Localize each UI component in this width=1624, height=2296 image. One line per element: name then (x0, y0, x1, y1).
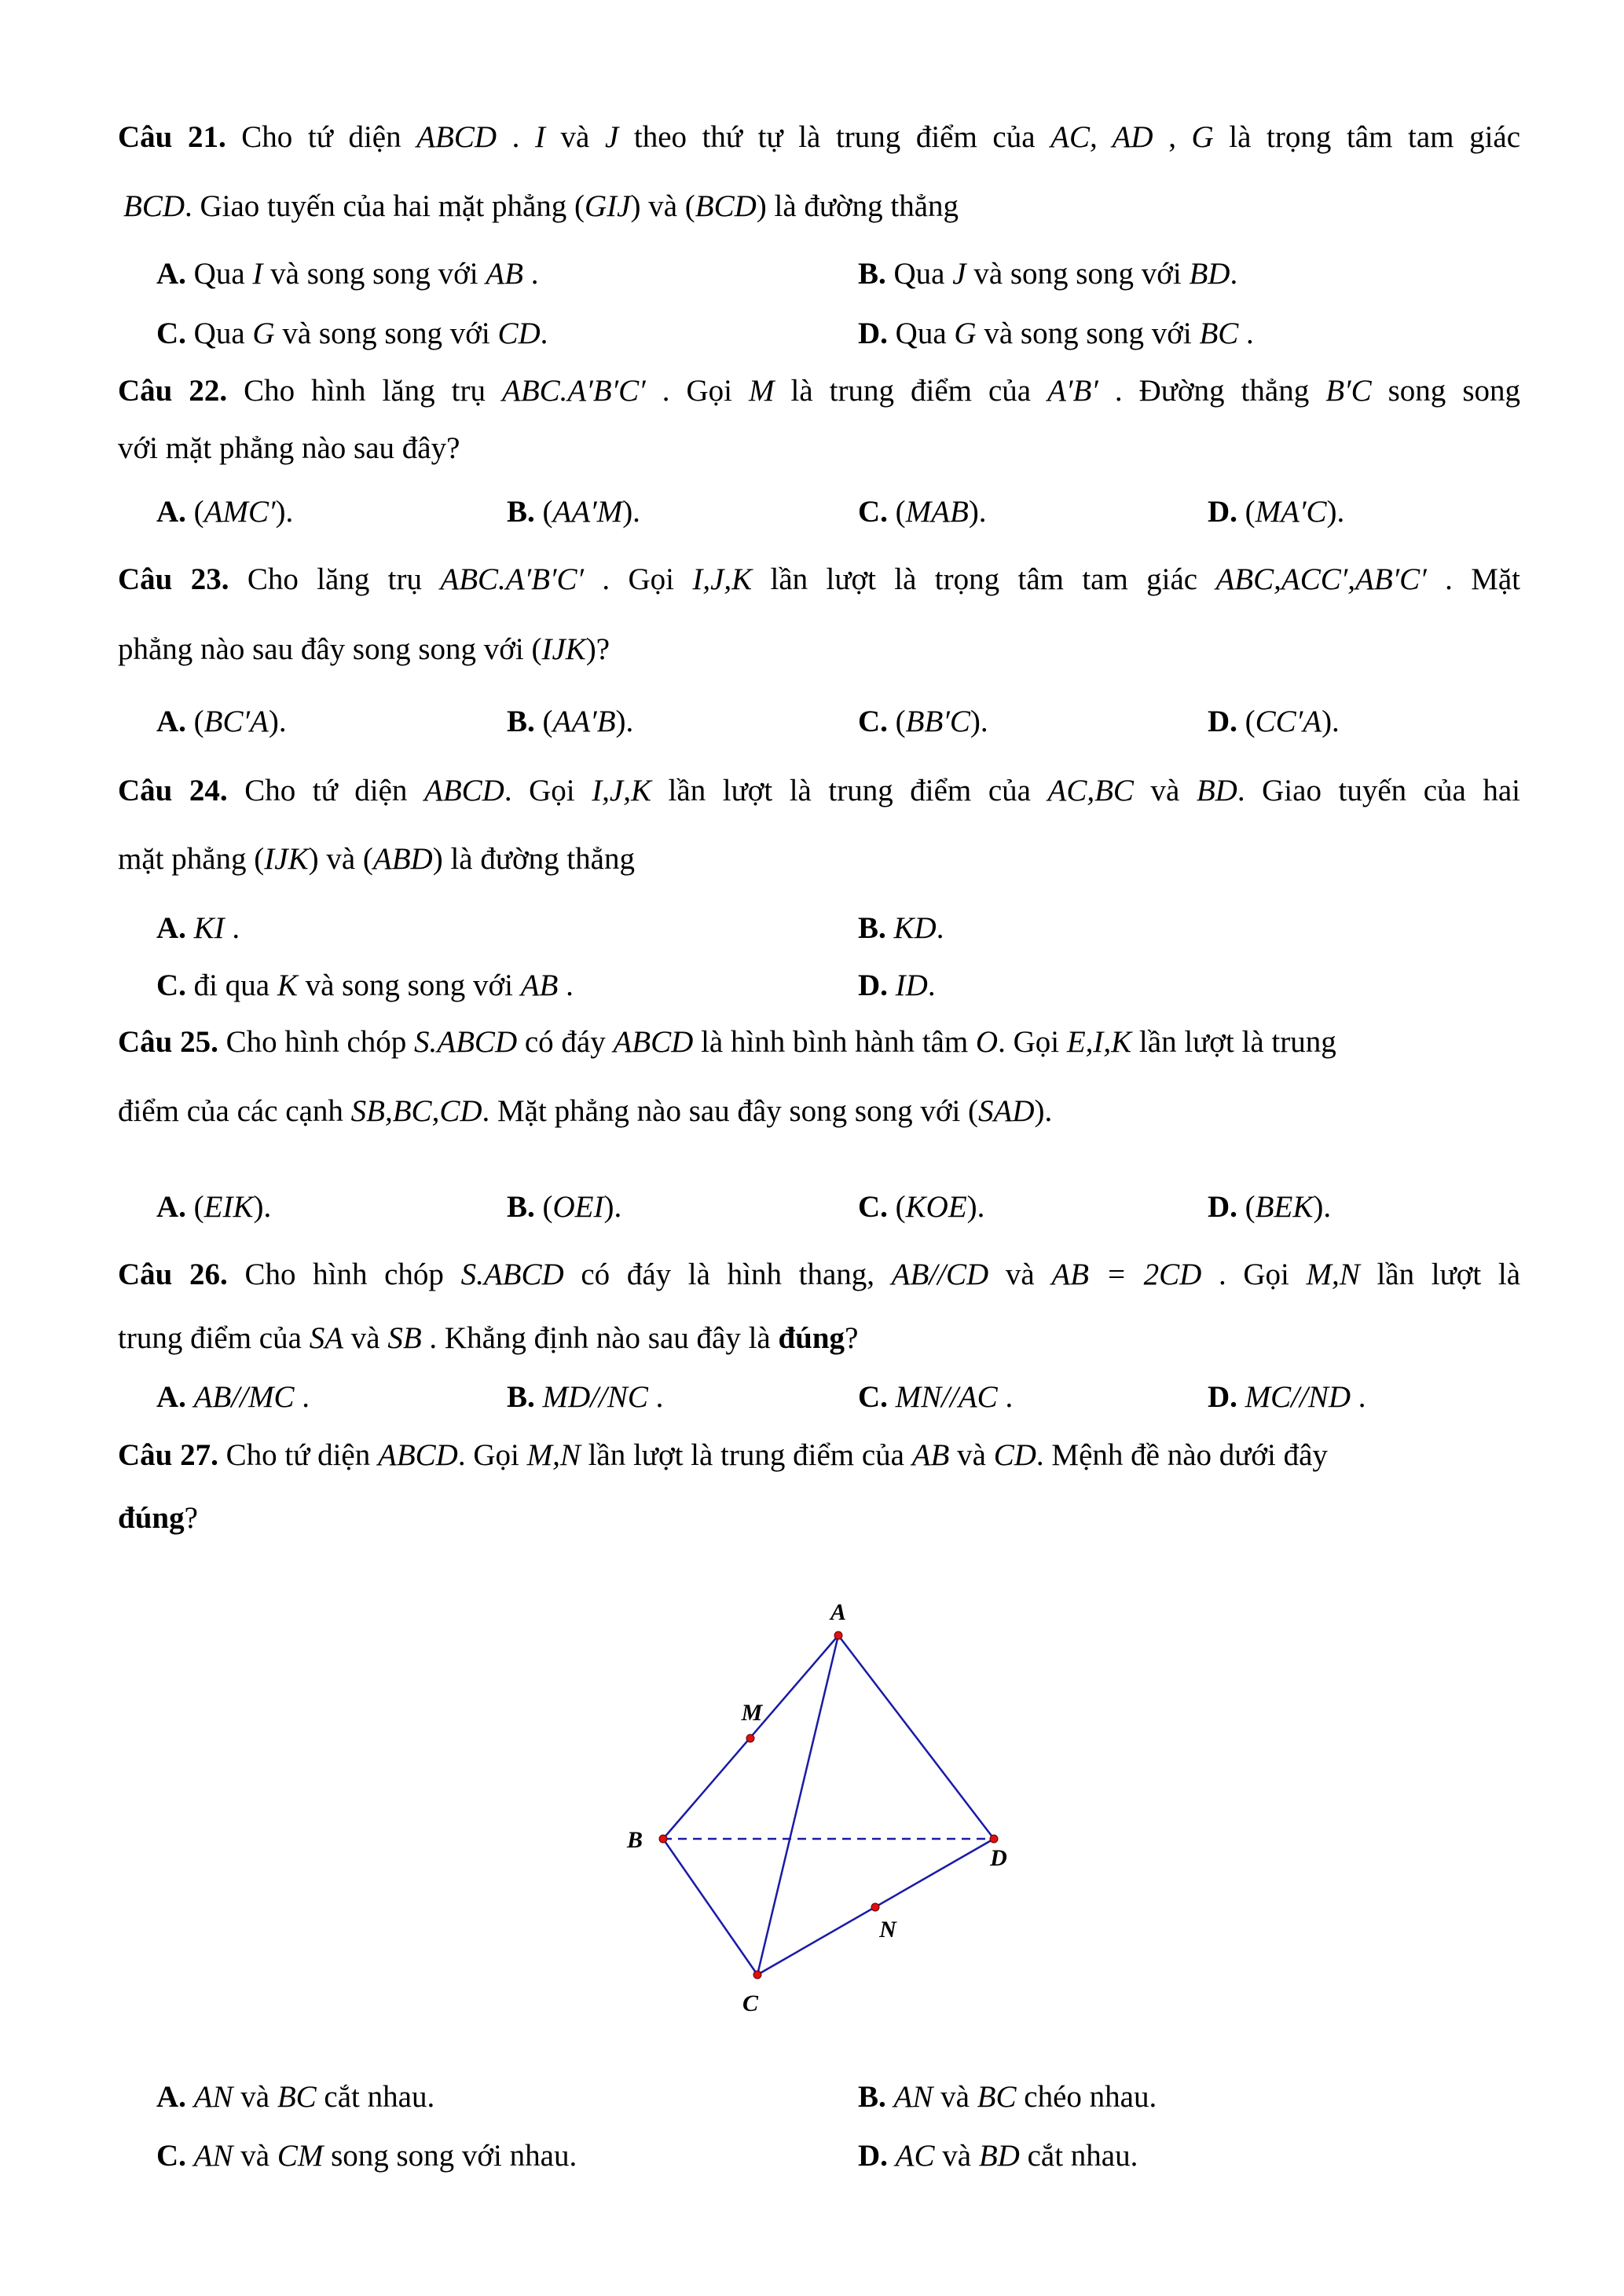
math-text: J (952, 257, 966, 291)
math-text: KD (893, 911, 937, 945)
math-text: BC′A (203, 705, 269, 738)
math-text: ABCD (378, 1438, 458, 1472)
text-run: và (933, 2080, 977, 2114)
text-run: là hình bình hành tâm (693, 1025, 976, 1059)
label-d: D (990, 1845, 1007, 1871)
math-text: A′B′ (1047, 374, 1098, 408)
text-run: Cho hình lăng trụ (227, 374, 503, 408)
text-run: . Gọi (457, 1438, 527, 1472)
option-label: A. (156, 911, 186, 945)
math-text: MC//ND (1245, 1380, 1351, 1414)
text-run: . (294, 1380, 310, 1414)
math-text: AA′M (552, 495, 623, 529)
text-run: . (522, 257, 539, 291)
text-run: . Mặt phẳng nào sau đây song song với ( (482, 1094, 979, 1128)
text-run: . (1351, 1380, 1366, 1414)
math-text: K (277, 969, 298, 1002)
text-run: . Mặt (1426, 562, 1521, 596)
text-run: . (936, 911, 944, 945)
text-run: phẳng nào sau đây song song với ( (118, 632, 542, 666)
text-run: ( (185, 1190, 204, 1224)
text-run: . Mệnh đề nào dưới đây (1036, 1438, 1328, 1472)
math-text: I (252, 257, 263, 291)
math-text: G (1191, 120, 1214, 154)
text-run: Cho tứ diện (218, 1438, 378, 1472)
point-n (871, 1903, 879, 1911)
math-text: AB//MC (193, 1380, 295, 1414)
math-text: KI (193, 911, 225, 945)
math-text: G (954, 317, 977, 350)
math-text: BD (978, 2139, 1020, 2173)
text-run: ). (268, 705, 287, 738)
text-run: lần lượt là trung điểm của (580, 1438, 912, 1472)
option-label: C. (156, 969, 186, 1002)
label-c: C (742, 1990, 759, 2016)
math-text: AA′B (552, 705, 616, 738)
text-run: ? (184, 1501, 198, 1535)
math-text: AB = 2CD (1051, 1258, 1202, 1291)
text-run: ( (887, 495, 906, 529)
text-run: và song song với (976, 317, 1200, 350)
math-text: AN (893, 2080, 933, 2114)
text-run: . (1230, 257, 1238, 291)
text-run: ). (622, 495, 640, 529)
math-text: MAB (905, 495, 969, 529)
text-run: Qua (185, 317, 253, 350)
text-run: . (927, 969, 936, 1002)
text-run: ). (968, 495, 987, 529)
bold-text: Câu 24. (118, 774, 228, 807)
bold-text: Câu 21. (118, 120, 226, 154)
text-run: . (558, 969, 574, 1002)
math-text: BCD (695, 189, 757, 223)
text-run: và (988, 1258, 1052, 1291)
math-text: O (975, 1025, 999, 1059)
option-label: D. (1208, 705, 1237, 738)
math-text: AN (193, 2139, 233, 2173)
option-label: B. (858, 911, 886, 945)
text-run: ? (845, 1321, 859, 1355)
text-run: mặt phẳng ( (118, 842, 265, 876)
text-run: . Gọi (645, 374, 749, 408)
bold-text: Câu 22. (118, 374, 228, 408)
math-text: M,N (526, 1438, 581, 1472)
text-run: ). (615, 705, 634, 738)
label-m: M (741, 1700, 763, 1726)
math-text: IJK (264, 842, 309, 876)
math-text: EIK (203, 1190, 254, 1224)
option-label: D. (858, 969, 888, 1002)
math-text: S.ABCD (414, 1025, 518, 1059)
text-run: . Khẳng định nào sau đây là (421, 1321, 779, 1355)
option-label: B. (507, 1380, 535, 1414)
text-run: ). (603, 1190, 622, 1224)
text-run: Cho hình chóp (227, 1258, 461, 1291)
math-text: I,J,K (692, 562, 753, 596)
text-run: . (224, 911, 240, 945)
text-run: ( (1237, 1190, 1256, 1224)
point-c (753, 1971, 761, 1979)
option-label: D. (1208, 1190, 1237, 1224)
text-run: và (343, 1321, 388, 1355)
text-run: ). (253, 1190, 272, 1224)
text-run: ( (887, 1190, 906, 1224)
edge-ac (757, 1635, 838, 1975)
text-run: cắt nhau. (316, 2080, 435, 2114)
option-label: A. (156, 2080, 186, 2114)
math-text: ABD (372, 842, 433, 876)
text-run: ). (970, 705, 988, 738)
text-run: và song song với (966, 257, 1190, 291)
math-text: ABCD (416, 120, 497, 154)
text-run: ( (534, 495, 553, 529)
option-label: A. (156, 495, 186, 529)
math-text: ABCD (613, 1025, 694, 1059)
text-run: và song song với (274, 317, 498, 350)
option-label: C. (858, 705, 888, 738)
edge-bc (663, 1839, 757, 1975)
math-text: BC (277, 2080, 317, 2114)
option-label: C. (858, 495, 888, 529)
text-run: lần lượt là (1359, 1258, 1521, 1291)
math-text: AB (911, 1438, 950, 1472)
text-run: Cho hình chóp (218, 1025, 415, 1059)
bold-text: đúng (778, 1321, 845, 1355)
math-text: CM (277, 2139, 324, 2173)
math-text: ABC,ACC′,AB′C′ (1215, 562, 1427, 596)
text-run: )? (585, 632, 610, 666)
text-run: . Giao tuyến của hai (1237, 774, 1521, 807)
text-run: ). (966, 1190, 985, 1224)
text-run: . (997, 1380, 1014, 1414)
math-text: IJK (541, 632, 586, 666)
bold-text: Câu 27. (118, 1438, 218, 1472)
math-text: CD (497, 317, 541, 350)
option-label: B. (507, 705, 535, 738)
text-run: song song với nhau. (323, 2139, 577, 2173)
option-label: D. (1208, 1380, 1237, 1414)
math-text: GIJ (585, 189, 631, 223)
math-text: CC′A (1255, 705, 1322, 738)
edge-ad (838, 1635, 994, 1839)
math-text: M,N (1306, 1258, 1360, 1291)
text-run: ). (1313, 1190, 1332, 1224)
option-label: C. (858, 1380, 888, 1414)
text-run: . Đường thẳng (1098, 374, 1326, 408)
text-run: . (1238, 317, 1254, 350)
math-text: BC (977, 2080, 1017, 2114)
text-run: Cho lăng trụ (229, 562, 441, 596)
text-run: ) là đường thẳng (432, 842, 635, 876)
text-run: ). (1322, 705, 1340, 738)
math-text: OEI (552, 1190, 604, 1224)
text-run: và (233, 2080, 277, 2114)
option-label: D. (1208, 495, 1237, 529)
math-text: MA′C (1255, 495, 1327, 529)
math-text: BD (1196, 774, 1237, 807)
point-d (990, 1835, 998, 1843)
option-label: A. (156, 1190, 186, 1224)
text-run: có đáy là hình thang, (563, 1258, 892, 1291)
option-label: B. (507, 495, 535, 529)
math-text: AMC′ (203, 495, 276, 529)
math-text: AB (486, 257, 523, 291)
bold-text: Câu 26. (118, 1258, 228, 1291)
text-run: ( (1237, 705, 1256, 738)
math-text: I,J,K (592, 774, 651, 807)
point-b (659, 1835, 667, 1843)
option-label: A. (156, 257, 186, 291)
text-run: . Giao tuyến của hai mặt phẳng ( (185, 189, 585, 223)
point-m (746, 1734, 754, 1742)
label-b: B (626, 1827, 643, 1853)
text-run: ( (185, 495, 204, 529)
text-run: cắt nhau. (1019, 2139, 1138, 2173)
math-text: J (604, 120, 619, 154)
text-run: . Gọi (584, 562, 693, 596)
text-run: đi qua (185, 969, 277, 1002)
text-run: ( (1237, 495, 1256, 529)
text-run: lần lượt là trung điểm của (651, 774, 1048, 807)
option-label: B. (858, 2080, 886, 2114)
text-run: . (497, 120, 535, 154)
option-label: C. (156, 317, 186, 350)
text-run: . (540, 317, 548, 350)
text-run: chéo nhau. (1016, 2080, 1157, 2114)
option-label: A. (156, 1380, 186, 1414)
math-text: AC (895, 2139, 935, 2173)
bold-text: Câu 23. (118, 562, 229, 596)
option-label: A. (156, 705, 186, 738)
text-run: trung điểm của (118, 1321, 310, 1355)
label-n: N (879, 1917, 896, 1943)
math-text: BD (1189, 257, 1230, 291)
bold-text: Câu 25. (118, 1025, 218, 1059)
math-text: AC, AD (1050, 120, 1153, 154)
math-text: SA (309, 1321, 344, 1355)
option-label: B. (507, 1190, 535, 1224)
math-text: ID (895, 969, 928, 1002)
math-text: BCD (123, 189, 185, 223)
math-text: M (748, 374, 775, 408)
option-label: D. (858, 317, 888, 350)
text-run: và song song với (262, 257, 486, 291)
math-text: ABCD (424, 774, 504, 807)
math-text: SB (387, 1321, 422, 1355)
text-run: lần lượt là trung (1131, 1025, 1336, 1059)
text-run: và (1133, 774, 1197, 807)
math-text: CD (993, 1438, 1036, 1472)
option-label: D. (858, 2139, 888, 2173)
math-text: AB (520, 969, 559, 1002)
math-text: BEK (1255, 1190, 1314, 1224)
text-run: ( (185, 705, 204, 738)
text-run: . Gọi (504, 774, 592, 807)
text-run: và (544, 120, 605, 154)
text-run: song song (1371, 374, 1520, 408)
option-label: B. (858, 257, 886, 291)
text-run: . (647, 1380, 664, 1414)
bold-text: đúng (118, 1501, 185, 1535)
text-run: điểm của các cạnh (118, 1094, 351, 1128)
text-run: Qua (885, 257, 953, 291)
math-text: G (252, 317, 275, 350)
text-run: ). (1326, 495, 1345, 529)
math-text: BC (1199, 317, 1239, 350)
math-text: I (534, 120, 545, 154)
text-run: Cho tứ diện (225, 120, 417, 154)
text-run: và (934, 2139, 979, 2173)
text-run: ) và ( (630, 189, 695, 223)
text-run: Qua (887, 317, 955, 350)
text-run: với mặt phẳng nào sau đây? (118, 431, 460, 465)
text-run: theo thứ tự là trung điểm của (618, 120, 1051, 154)
text-run: . Gọi (998, 1025, 1067, 1059)
text-run: . Gọi (1201, 1258, 1307, 1291)
math-text: MN//AC (895, 1380, 998, 1414)
option-label: C. (858, 1190, 888, 1224)
text-run: ( (534, 1190, 553, 1224)
math-text: S.ABCD (460, 1258, 564, 1291)
math-text: MD//NC (542, 1380, 648, 1414)
math-text: BB′C (905, 705, 970, 738)
math-text: ABC.A′B′C′ (502, 374, 646, 408)
math-text: SB,BC,CD (350, 1094, 482, 1128)
text-run: ). (275, 495, 294, 529)
math-text: E,I,K (1066, 1025, 1132, 1059)
text-run: ( (887, 705, 906, 738)
text-run: là trung điểm của (774, 374, 1048, 408)
text-run: lần lượt là trọng tâm tam giác (752, 562, 1216, 596)
text-run: và song song với (297, 969, 521, 1002)
text-run: ) là đường thẳng (756, 189, 959, 223)
text-run: ) và ( (308, 842, 373, 876)
math-text: B′C (1325, 374, 1372, 408)
text-run: là trọng tâm tam giác (1213, 120, 1521, 154)
math-text: KOE (905, 1190, 967, 1224)
math-text: AC,BC (1047, 774, 1134, 807)
text-run: Cho tứ diện (227, 774, 424, 807)
text-run: và (233, 2139, 277, 2173)
math-text: SAD (978, 1094, 1035, 1128)
math-text: AN (193, 2080, 233, 2114)
text-run: có đáy (517, 1025, 614, 1059)
math-text: AB//CD (891, 1258, 989, 1291)
text-run: ). (1034, 1094, 1053, 1128)
option-label: C. (156, 2139, 186, 2173)
text-run: ( (534, 705, 553, 738)
text-run: Qua (185, 257, 253, 291)
text-run: và (949, 1438, 994, 1472)
math-text: ABC.A′B′C′ (440, 562, 585, 596)
label-a: A (830, 1599, 847, 1625)
point-a (834, 1631, 842, 1639)
text-run: , (1153, 120, 1192, 154)
